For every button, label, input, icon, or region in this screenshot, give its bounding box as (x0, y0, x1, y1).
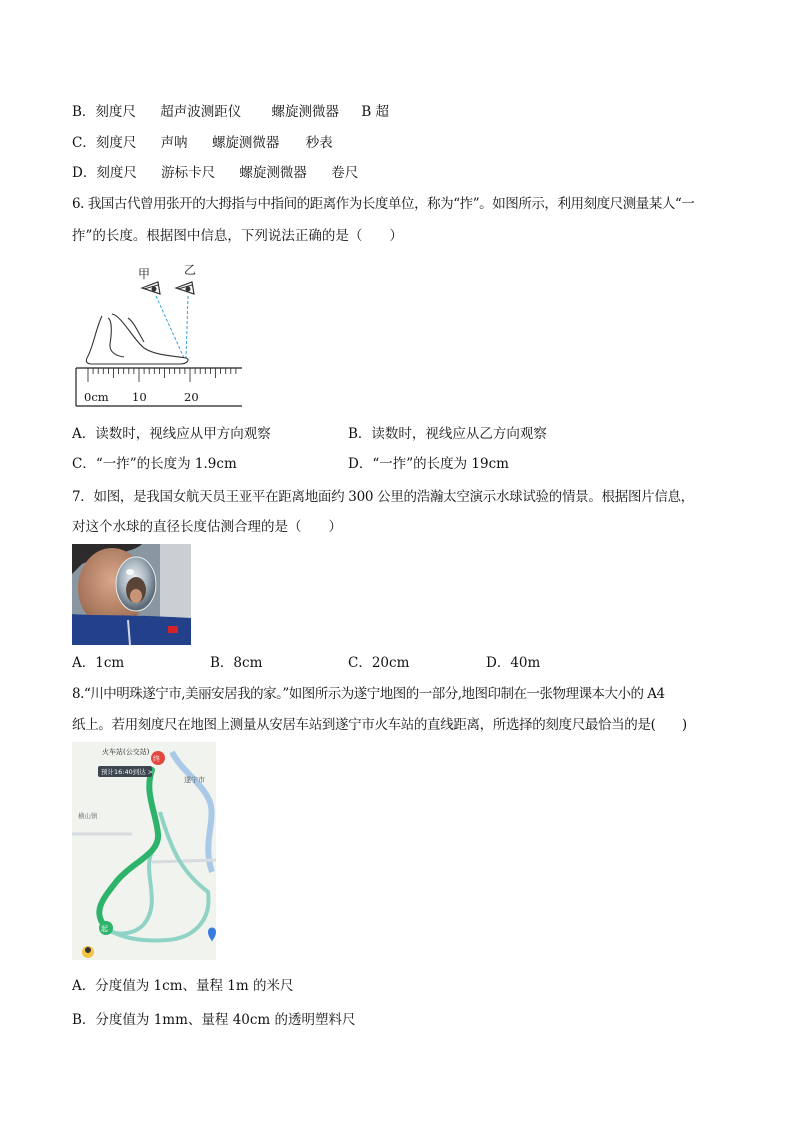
q5-option-c (72, 133, 333, 153)
q5-option-b-item2: 螺旋测微器 (271, 104, 340, 120)
q6-option-c: C．“一拃”的长度为 1.9cm (72, 456, 237, 472)
q7-stem-line1: 7．如图，是我国女航天员王亚平在距离地面约 300 公里的浩瀚太空演示水球试验的情景。根据图片信息， (72, 489, 694, 505)
tick-label-0: 0cm (84, 390, 109, 404)
tick-label-20: 20 (184, 390, 199, 404)
water-ball-photo (72, 544, 191, 645)
q6-option-a: A．读数时，视线应从甲方向观察 (72, 426, 271, 442)
tick-label-10: 10 (132, 390, 147, 404)
q5-option-d (72, 163, 358, 183)
q7-option-c: C．20cm (348, 655, 410, 671)
q6-stem-line1: 6. 我国古代曾用张开的大拇指与中指间的距离作为长度单位，称为“拃”。如图所示，利用刻度尺测量某人“一 (72, 196, 695, 212)
svg-text:起: 起 (101, 925, 108, 933)
map-end-marker (151, 751, 165, 765)
q7-option-d: D．40m (486, 655, 541, 671)
q5-option-c-item2: 螺旋测微器 (211, 135, 280, 151)
eye-yi-icon (176, 282, 194, 294)
label-jia: 甲 (138, 267, 151, 281)
q5-option-b-label: B．刻度尺 (72, 104, 136, 120)
q8-stem-line2: 纸上。若用刻度尺在地图上测量从安居车站到遂宁市火车站的直线距离，所选择的刻度尺最恰当的是( ) (72, 717, 687, 733)
q5-option-b-item1: 超声波测距仪 (160, 104, 242, 120)
q5-option-c-item1: 声呐 (160, 135, 188, 151)
hand-outline (86, 314, 188, 364)
q7-option-b: B．8cm (210, 655, 263, 671)
q7-option-a: A．1cm (72, 655, 125, 671)
map-eta-label: 预计16:40到达 > (101, 768, 154, 776)
q5-option-d-label: D．刻度尺 (72, 165, 137, 181)
suining-map (72, 742, 216, 960)
map-station-label: 火车站(公交站) (102, 748, 150, 756)
q5-option-d-item2: 螺旋测微器 (239, 165, 307, 181)
q5-option-d-item1: 游标卡尺 (161, 165, 216, 181)
q6-stem-line2: 拃”的长度。根据图中信息，下列说法正确的是（ ） (72, 228, 403, 244)
map-start-marker (99, 921, 113, 935)
q5-option-c-item3: 秒表 (305, 135, 333, 151)
q5-option-b-item3: B 超 (361, 104, 390, 120)
q8-stem-line1: 8.“川中明珠遂宁市,美丽安居我的家。”如图所示为遂宁地图的一部分,地图印制在一张物理课本大小的 A4 (72, 686, 665, 702)
eye-jia-icon (142, 282, 160, 294)
q6-option-d: D．“一拃”的长度为 19cm (348, 456, 509, 472)
svg-text:终: 终 (153, 755, 160, 763)
q5-option-d-item3: 卷尺 (331, 165, 359, 181)
q6-ruler-figure (72, 258, 247, 410)
avatar-icon (82, 946, 94, 958)
q7-stem-line2: 对这个水球的直径长度估测合理的是（ ） (72, 519, 342, 535)
q8-option-b: B．分度值为 1mm、量程 40cm 的透明塑料尺 (72, 1012, 356, 1028)
q8-option-a: A．分度值为 1cm、量程 1m 的米尺 (72, 978, 294, 994)
map-town-label: 横山镇 (78, 812, 98, 820)
q5-option-c-label: C．刻度尺 (72, 135, 137, 151)
label-yi: 乙 (184, 263, 197, 277)
map-city-label: 遂宁市 (184, 776, 205, 784)
q6-option-b: B．读数时，视线应从乙方向观察 (348, 426, 547, 442)
q5-option-b (72, 102, 389, 122)
